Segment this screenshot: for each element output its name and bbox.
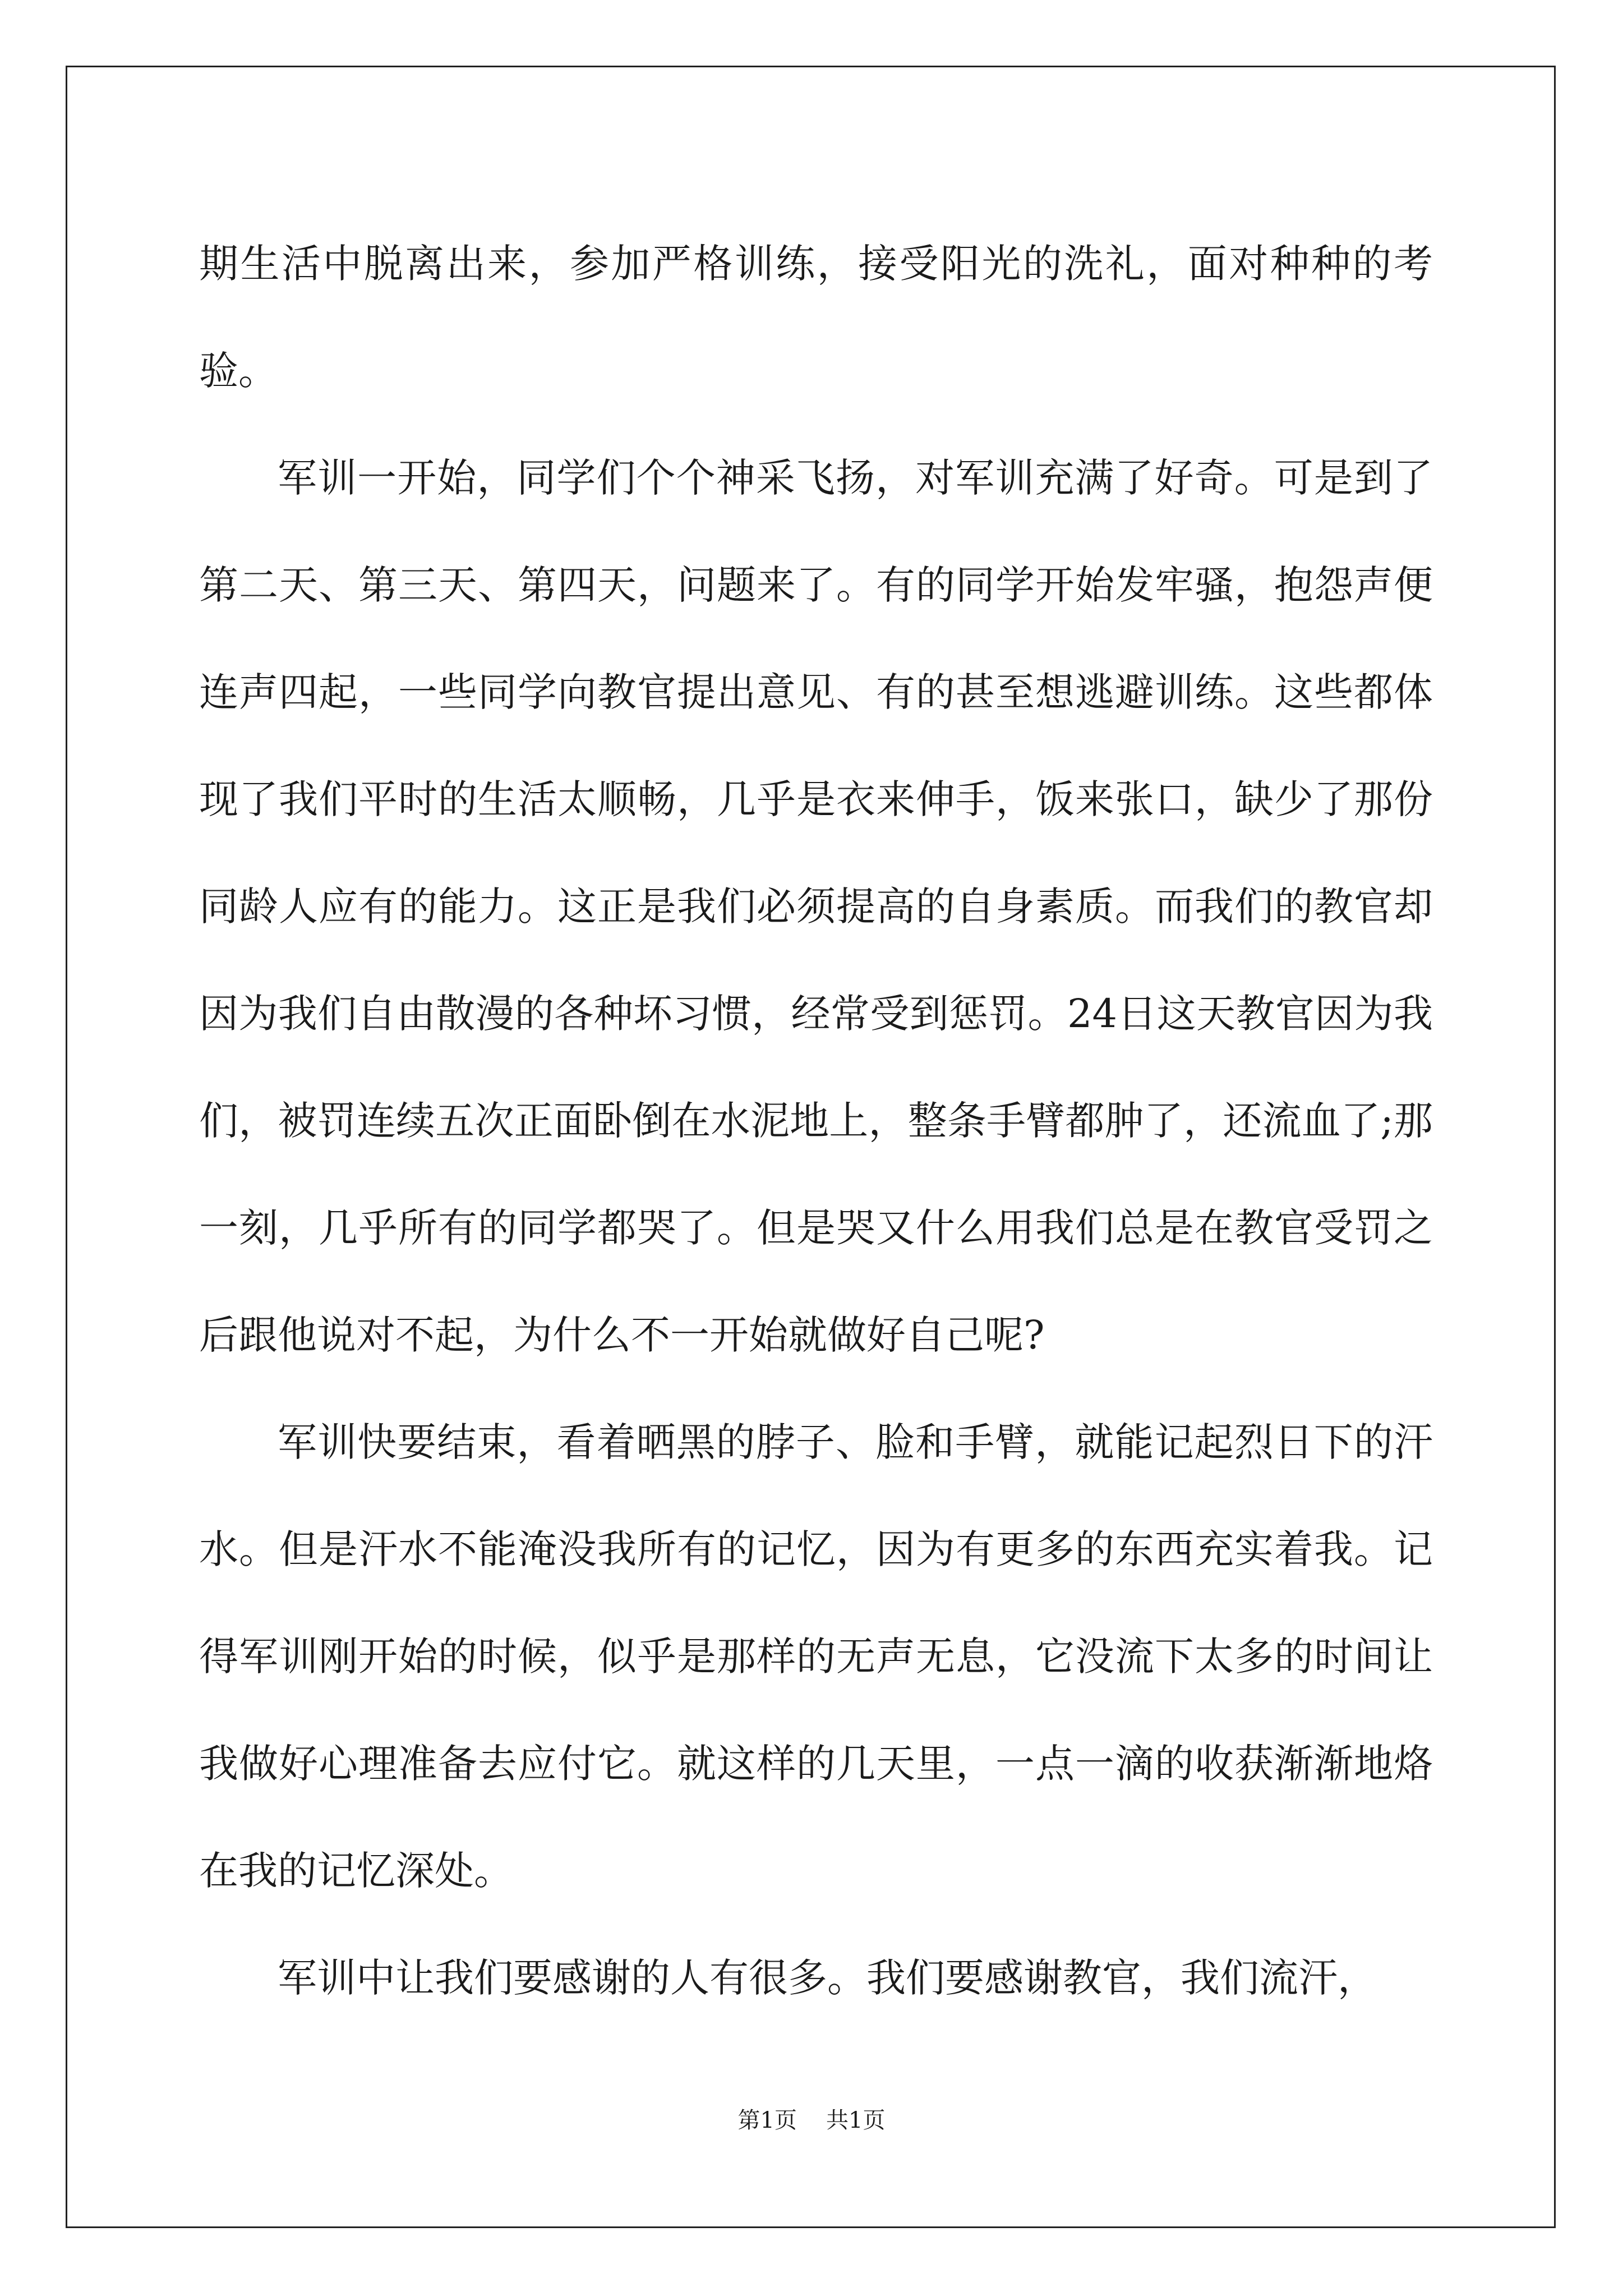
paragraph-2: 军训一开始，同学们个个神采飞扬，对军训充满了好奇。可是到了第二天、第三天、第四天，问题来了。有的同学开始发牢骚，抱怨声便连声四起，一些同学向教官提出意见、有的甚至想逃避训练。这些都体现了我们平时的生活太顺畅，几乎是衣来伸手，饭来张口，缺少了那份同龄人应有的能力。这正是我们必须提高的自身素质。而我们的教官却因为我们自由散漫的各种坏习惯，经常受到惩罚。24日这天教官因为我们，被罚连续五次正面卧倒在水泥地上，整条手臂都肿了，还流血了;那一刻，几乎所有的同学都哭了。但是哭又什么用我们总是在教官受罚之后跟他说对不起，为什么不一开始就做好自己呢? bbox=[199, 455, 1433, 1358]
page-footer bbox=[0, 2102, 1623, 2134]
paragraph-1: 期生活中脱离出来，参加严格训练，接受阳光的洗礼，面对种种的考验。 bbox=[199, 241, 1433, 394]
page-total: 共1页 bbox=[826, 2108, 886, 2133]
paragraph-4: 军训中让我们要感谢的人有很多。我们要感谢教官，我们流汗， bbox=[278, 1955, 1377, 2001]
paragraph-3: 军训快要结束，看着晒黑的脖子、脸和手臂，就能记起烈日下的汗水。但是汗水不能淹没我所有的记忆，因为有更多的东西充实着我。记得军训刚开始的时候，似乎是那样的无声无息，它没流下太多的时间让我做好心理准备去应付它。就这样的几天里，一点一滴的收获渐渐地烙在我的记忆深处。 bbox=[199, 1419, 1433, 1894]
page-number: 第1页 bbox=[737, 2108, 797, 2133]
document-body bbox=[199, 210, 1433, 2032]
